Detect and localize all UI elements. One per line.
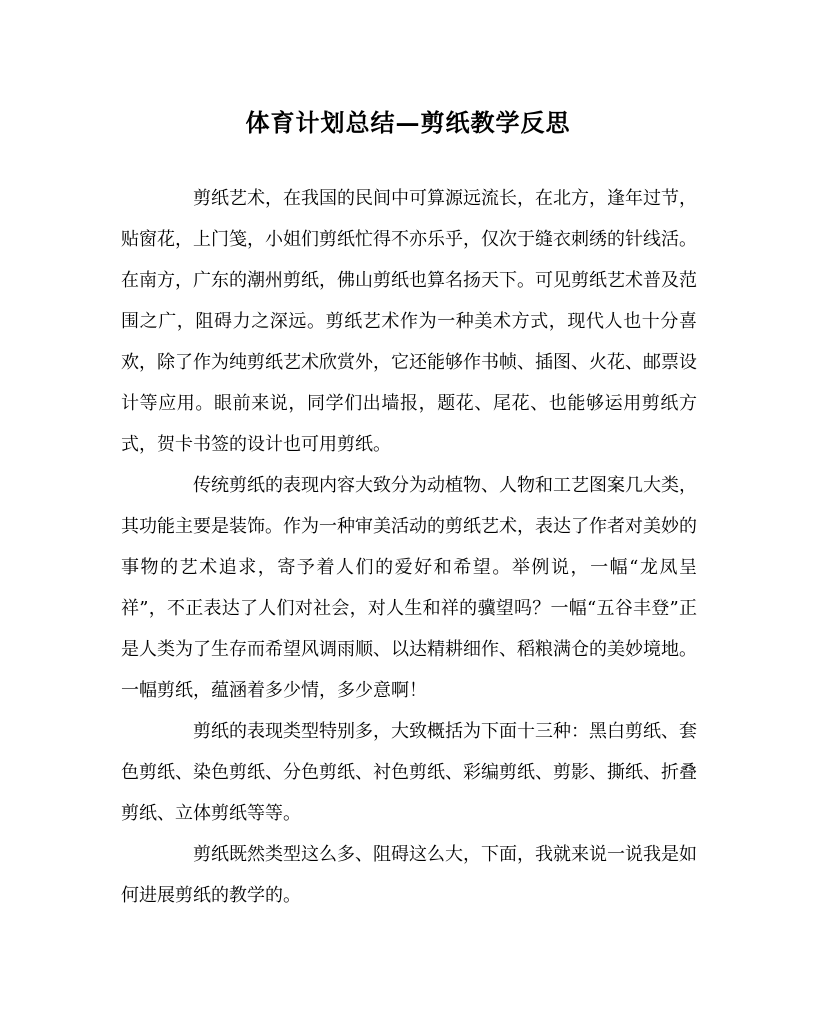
paragraph-2: 传统剪纸的表现内容大致分为动植物、人物和工艺图案几大类，其功能主要是装饰。作为一种审美活动的剪纸艺术，表达了作者对美妙的事物的艺术追求，寄予着人们的爱好和希望。举例说，一幅“龙凤呈祥”，不正表达了人们对社会，对人生和祥的骥望吗？一幅“五谷丰登”正是人类为了生存而希望风调雨顺、以达精耕细作、稻粮满仓的美妙境地。一幅剪纸，蕴涵着多少情，多少意啊！ bbox=[121, 475, 697, 701]
paragraph-1: 剪纸艺术，在我国的民间中可算源远流长，在北方，逢年过节，贴窗花，上门笺，小姐们剪纸忙得不亦乐乎，仅次于缝衣刺绣的针线活。在南方，广东的潮州剪纸，佛山剪纸也算名扬天下。可见剪纸艺术普及范围之广，阻碍力之深远。剪纸艺术作为一种美术方式，现代人也十分喜欢，除了作为纯剪纸艺术欣赏外，它还能够作书帧、插图、火花、邮票设计等应用。眼前来说，同学们出墙报，题花、尾花、也能够运用剪纸方式，贺卡书签的设计也可用剪纸。 bbox=[121, 188, 697, 455]
paragraph-3: 剪纸的表现类型特别多，大致概括为下面十三种：黑白剪纸、套色剪纸、染色剪纸、分色剪纸、衬色剪纸、彩编剪纸、剪影、撕纸、折叠剪纸、立体剪纸等等。 bbox=[121, 721, 697, 824]
document-title: 体育计划总结—剪纸教学反思 bbox=[245, 108, 571, 137]
document-body bbox=[121, 178, 697, 916]
paragraph-4: 剪纸既然类型这么多、阻碍这么大，下面，我就来说一说我是如何进展剪纸的教学的。 bbox=[121, 844, 697, 906]
